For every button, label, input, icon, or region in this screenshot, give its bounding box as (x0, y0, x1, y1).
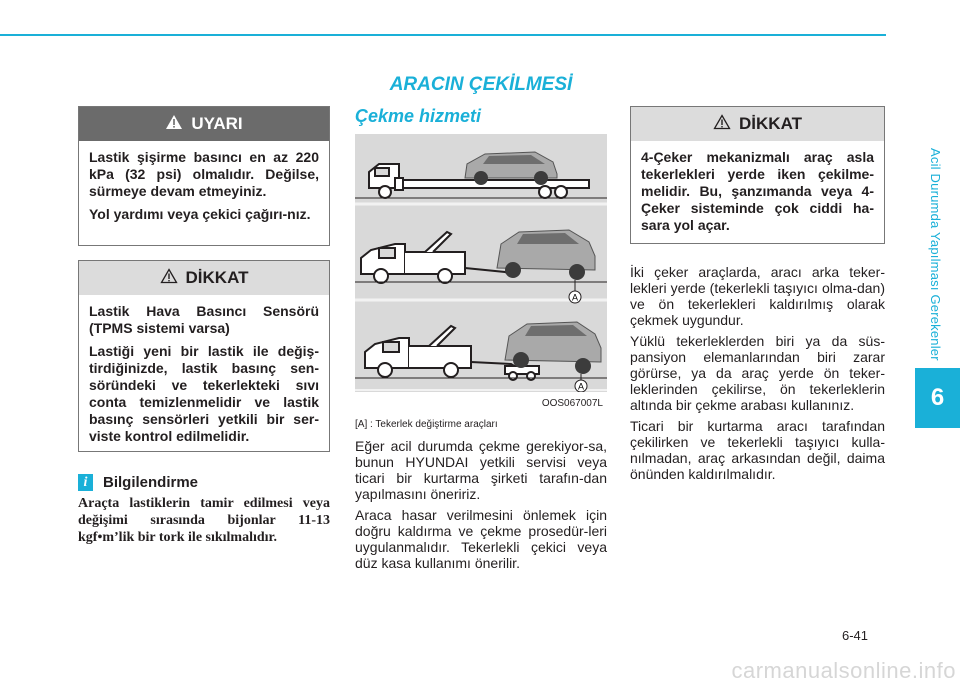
caution-triangle-icon (160, 268, 178, 289)
body-paragraph: Araca hasar verilmesini önlemek için doğru kaldırma ve çekme prosedür-leri uygulanmalıdır. Tekerlekli çekici veya düz kasa kullanımı önerilir. (355, 507, 607, 571)
chapter-tab[interactable]: 6 (915, 368, 960, 428)
figure-label-a: A (577, 381, 585, 392)
warning-paragraph: Lastik şişirme basıncı en az 220 kPa (32 psi) olmalıdır. Değilse, sürmeye devam etmeyiniz. (89, 149, 319, 199)
warning-box-body (79, 141, 329, 237)
page-number: 6-41 (842, 628, 869, 643)
body-paragraph: Ticari bir kurtarma aracı tarafından çekilirken ve tekerlekli taşıyıcı kulla-nılmadan, araç arkasından değil, daima önünden kaldırılmalıdır. (630, 418, 885, 482)
figure-code: OOS067007L (541, 398, 603, 409)
info-note-title: Bilgilendirme (103, 474, 199, 491)
caution-paragraph: 4-Çeker mekanizmalı araç asla tekerlekleri yerde iken çekilme-melidir. Bu, şanzımanda veya 4-Çeker sisteminde çok ciddi ha-sara yol açar. (641, 149, 874, 233)
body-paragraph: İki çeker araçlarda, aracı arka teker-lekleri yerde (tekerlekli taşıyıcı olma-dan) ve ön tekerlekleri kaldırılmış olarak çekmek uygundur. (630, 264, 885, 328)
caution-box-header (631, 107, 884, 141)
caution-box-body (79, 295, 329, 459)
warning-box (78, 106, 330, 246)
caution-triangle-icon (713, 114, 731, 135)
section-title: ARACIN ÇEKİLMESİ (389, 74, 573, 95)
caution-box (630, 106, 885, 244)
caution-box-title: DİKKAT (185, 268, 249, 287)
warning-triangle-icon (165, 114, 183, 135)
info-note (78, 474, 330, 546)
right-body-text (630, 264, 885, 487)
warning-box-title: UYARI (191, 114, 243, 133)
warning-paragraph: Yol yardımı veya çekici çağırı-nız. (89, 206, 311, 222)
figure-label-a: A (571, 292, 579, 303)
towing-methods-figure (355, 134, 607, 412)
chapter-sidebar-label: Acil Durumda Yapılması Gerekenler (928, 148, 943, 361)
info-icon: i (78, 474, 93, 491)
caution-box-body (631, 141, 884, 248)
body-paragraph: Eğer acil durumda çekme gerekiyor-sa, bunun HYUNDAI yetkili servisi veya ticari bir kurtarma şirketi tarafın-dan yapılmasını öneririz. (355, 438, 607, 502)
watermark: carmanualsonline.info (731, 658, 956, 683)
towing-service-heading: Çekme hizmeti (355, 106, 482, 126)
caution-box-header (79, 261, 329, 295)
towing-illustration (355, 134, 607, 412)
body-paragraph: Yüklü tekerleklerden biri ya da süs-pansiyon elemanlarından biri zarar görürse, ya da araç yerde ön teker-leklerinden çekilirse, ön tekerleklerin altında bir çekme arabası kullanınız. (630, 333, 885, 413)
caution-box (78, 260, 330, 452)
caution-paragraph: Lastik Hava Basıncı Sensörü (TPMS sistemi varsa) (89, 303, 319, 336)
figure-caption: [A] : Tekerlek değiştirme araçları (355, 419, 498, 430)
header-rule (0, 34, 886, 36)
caution-box-title: DİKKAT (739, 114, 802, 133)
caution-paragraph: Lastiği yeni bir lastik ile değiş-tirdiğinizde, lastik basınç sen-söründeki ve tekerlekteki sıvı conta temizlenmelidir ve lastik basınç sensörleri yetkili bir ser-viste kontrol edilmelidir. (89, 343, 319, 444)
info-note-header (78, 474, 330, 491)
info-note-text: Araçta lastiklerin tamir edilmesi veya değişimi sırasında bijonlar 11-13 kgf•m’lik bir tork ile sıkılmalıdır. (78, 496, 330, 545)
middle-body-text (355, 438, 607, 576)
warning-box-header (79, 107, 329, 141)
